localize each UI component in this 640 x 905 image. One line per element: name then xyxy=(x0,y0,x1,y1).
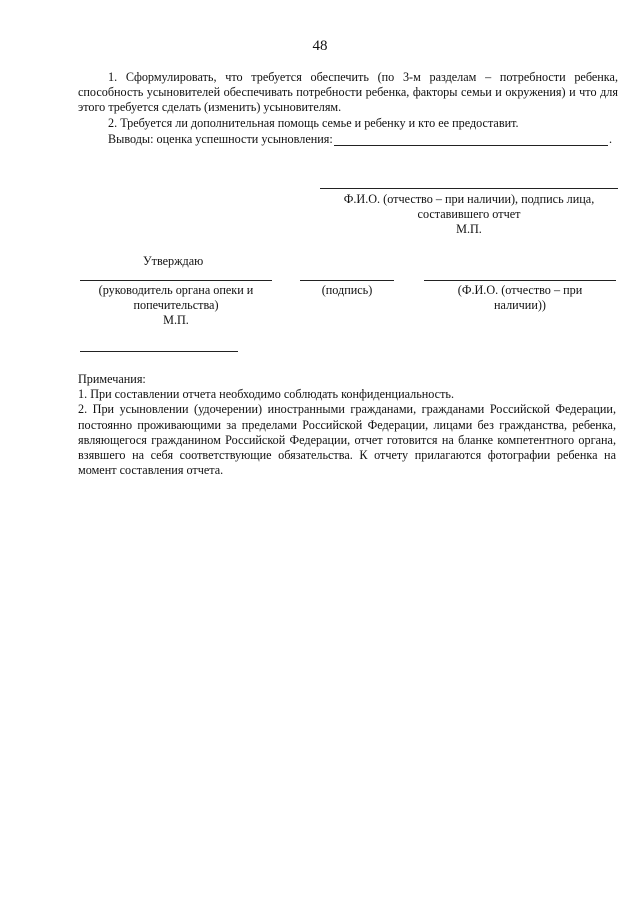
paragraph-1: 1. Сформулировать, что требуется обеспечить (по 3-м разделам – потребности ребенка, способность усыновителей обеспечивать потребности ребенка, факторы семьи и окружения) и что для этого требуется сделать (изменить) усыновителям. xyxy=(78,70,618,115)
name-caption xyxy=(424,283,616,313)
name-caption-line-1: (Ф.И.О. (отчество – при xyxy=(457,283,583,297)
note-item-1: 1. При составлении отчета необходимо соблюдать конфиденциальность. xyxy=(78,387,455,402)
signature-line xyxy=(300,280,394,281)
conclusion-fill-line xyxy=(334,145,608,146)
name-line xyxy=(424,280,616,281)
note-item-2: 2. При усыновлении (удочерении) иностранными гражданами, гражданами Российской Федерации, постоянно проживающими за пределами Российской Федерации, лицами без гражданства, ребенка, являющегося гражданином Российской Федерации, отчет готовится на бланке компетентного органа, взявшего на себя соответствующие обязательства. К отчету прилагаются фотографии ребенка на момент составления отчета. xyxy=(78,402,616,478)
head-signature-line xyxy=(80,280,272,281)
notes-title: Примечания: xyxy=(78,372,146,386)
head-caption xyxy=(80,283,272,329)
head-stamp: М.П. xyxy=(163,313,189,328)
paragraph-2: 2. Требуется ли дополнительная помощь семье и ребенку и кто ее предоставит. xyxy=(108,115,519,130)
recommendations-block xyxy=(78,70,618,131)
head-caption-line-1: (руководитель органа опеки и xyxy=(98,283,254,297)
compiler-stamp: М.П. xyxy=(456,222,482,237)
signature-caption: (подпись) xyxy=(321,283,373,297)
compiler-caption-line-2: составившего отчет xyxy=(417,207,521,222)
head-caption-line-2: попечительства) xyxy=(133,298,219,313)
notes-separator xyxy=(80,351,238,352)
notes-block xyxy=(78,372,616,478)
compiler-caption xyxy=(318,192,620,238)
page-number: 48 xyxy=(312,38,328,54)
compiler-signature-line xyxy=(320,188,618,189)
name-caption-line-2: наличии)) xyxy=(494,298,546,313)
conclusion-label: Выводы: оценка успешности усыновления: xyxy=(108,132,333,146)
approve-title: Утверждаю xyxy=(143,254,204,268)
compiler-caption-line-1: Ф.И.О. (отчество – при наличии), подпись лица, xyxy=(343,192,595,206)
conclusion-end-mark: . xyxy=(609,132,613,146)
